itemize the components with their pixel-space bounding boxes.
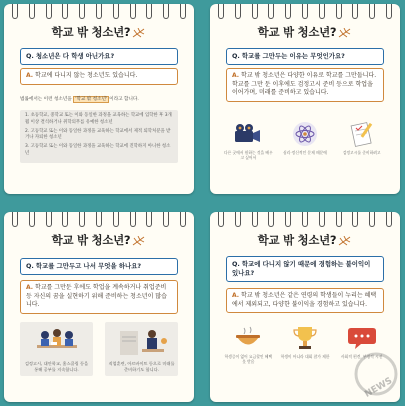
reason-item: 심리·정신적인 문제 때문에 — [280, 120, 330, 160]
disadvantage-item: 학생증이 없어 요금할인 혜택 못 받음 — [223, 324, 273, 364]
question-box: Q. 청소년은 다 학생 아닌가요? — [20, 48, 178, 65]
card-after-quit — [4, 212, 194, 402]
sprig-icon — [338, 28, 352, 38]
disadvantage-item: 사회적 편견, 부정적 시선 — [337, 324, 387, 364]
bowl-icon — [229, 324, 267, 352]
spiral-binding — [12, 4, 186, 20]
card-disadvantages — [210, 212, 400, 402]
law-line: 법률에서는 이런 청소년을 '학교 밖 청소년' 이라고 합니다. — [20, 97, 139, 102]
question-box: Q. 학교를 그만두고 나서 무엇을 하나요? — [20, 258, 178, 275]
answer-box: A. 학교 밖 청소년은 같은 연령의 학생들이 누리는 혜택에서 제외되고, 다양한 불이익을 경험하고 있습니다. — [226, 288, 384, 313]
atom-icon — [286, 120, 324, 148]
definition-item: 1. 초등학교, 중학교 또는 이와 동일한 과정을 교육하는 학교에 입학한 후 3개월 이상 결석하거나 취학의무를 유예한 청소년 — [25, 113, 172, 125]
sprig-icon — [338, 236, 352, 246]
activity-illustrations — [20, 322, 178, 376]
spiral-binding — [218, 212, 392, 228]
card-title: 학교 밖 청소년? — [210, 232, 400, 248]
activity-item: 검정고시, 대안학교, 홈스쿨링 등을 통해 공부를 지속합니다. — [20, 322, 93, 376]
disadvantage-item: 학생이 아니라 대회 참가 제한 — [280, 324, 330, 364]
answer-box: A. 학교를 그만둔 후에도 학업을 계속하거나 취업준비 등 자신의 꿈을 실현하기 위해 준비하는 청소년이 많습니다. — [20, 280, 178, 314]
card-title: 학교 밖 청소년? — [210, 24, 400, 40]
watermark-text: NEWS — [363, 376, 395, 398]
sprig-icon — [132, 28, 146, 38]
card-title: 학교 밖 청소년? — [4, 232, 194, 248]
news-watermark — [350, 350, 398, 398]
sprig-icon — [132, 236, 146, 246]
reason-icons — [220, 120, 390, 160]
spiral-binding — [218, 4, 392, 20]
study-group-illustration — [27, 325, 87, 359]
speech-bubble-icon — [343, 324, 381, 352]
question-box: Q. 학교에 다니지 않기 때문에 경험하는 불이익이 있나요? — [226, 256, 384, 282]
question-box: Q. 학교를 그만두는 이유는 무엇인가요? — [226, 48, 384, 65]
exam-paper-icon — [343, 120, 381, 148]
card-title: 학교 밖 청소년? — [4, 24, 194, 40]
definition-list — [20, 110, 178, 163]
answer-box: A. 학교 밖 청소년은 다양한 이유로 학교를 그만둡니다. 학교를 그만 둔 이후에도 검정고시 준비 등으로 학업을 이어가며, 미래를 준비하고 있습니다. — [226, 68, 384, 102]
activity-item: 직업훈련, 아르바이트 등으로 미래를 준비하기도 합니다. — [105, 322, 178, 376]
definition-item: 3. 고등학교 또는 이와 동일한 과정을 교육하는 학교에 진학하지 아니한 청소년 — [25, 144, 171, 157]
card-why-quit — [210, 4, 400, 194]
card-what-is-out-of-school — [4, 4, 194, 194]
reason-item: 다른 곳에서 원하는 것을 배우고 싶어서 — [223, 120, 273, 160]
reason-item: 검정고시를 준비하려고 — [337, 120, 387, 160]
trophy-icon — [286, 324, 324, 352]
spiral-binding — [12, 212, 186, 228]
answer-box: A. 학교에 다니지 않는 청소년도 있습니다. — [20, 68, 178, 85]
movie-camera-icon — [229, 120, 267, 148]
definition-item: 2. 고등학교 또는 이와 동일한 과정을 교육하는 학교에서 제적 퇴학처분을 받거나 자퇴한 청소년 — [25, 128, 171, 141]
job-prep-illustration — [112, 325, 172, 359]
